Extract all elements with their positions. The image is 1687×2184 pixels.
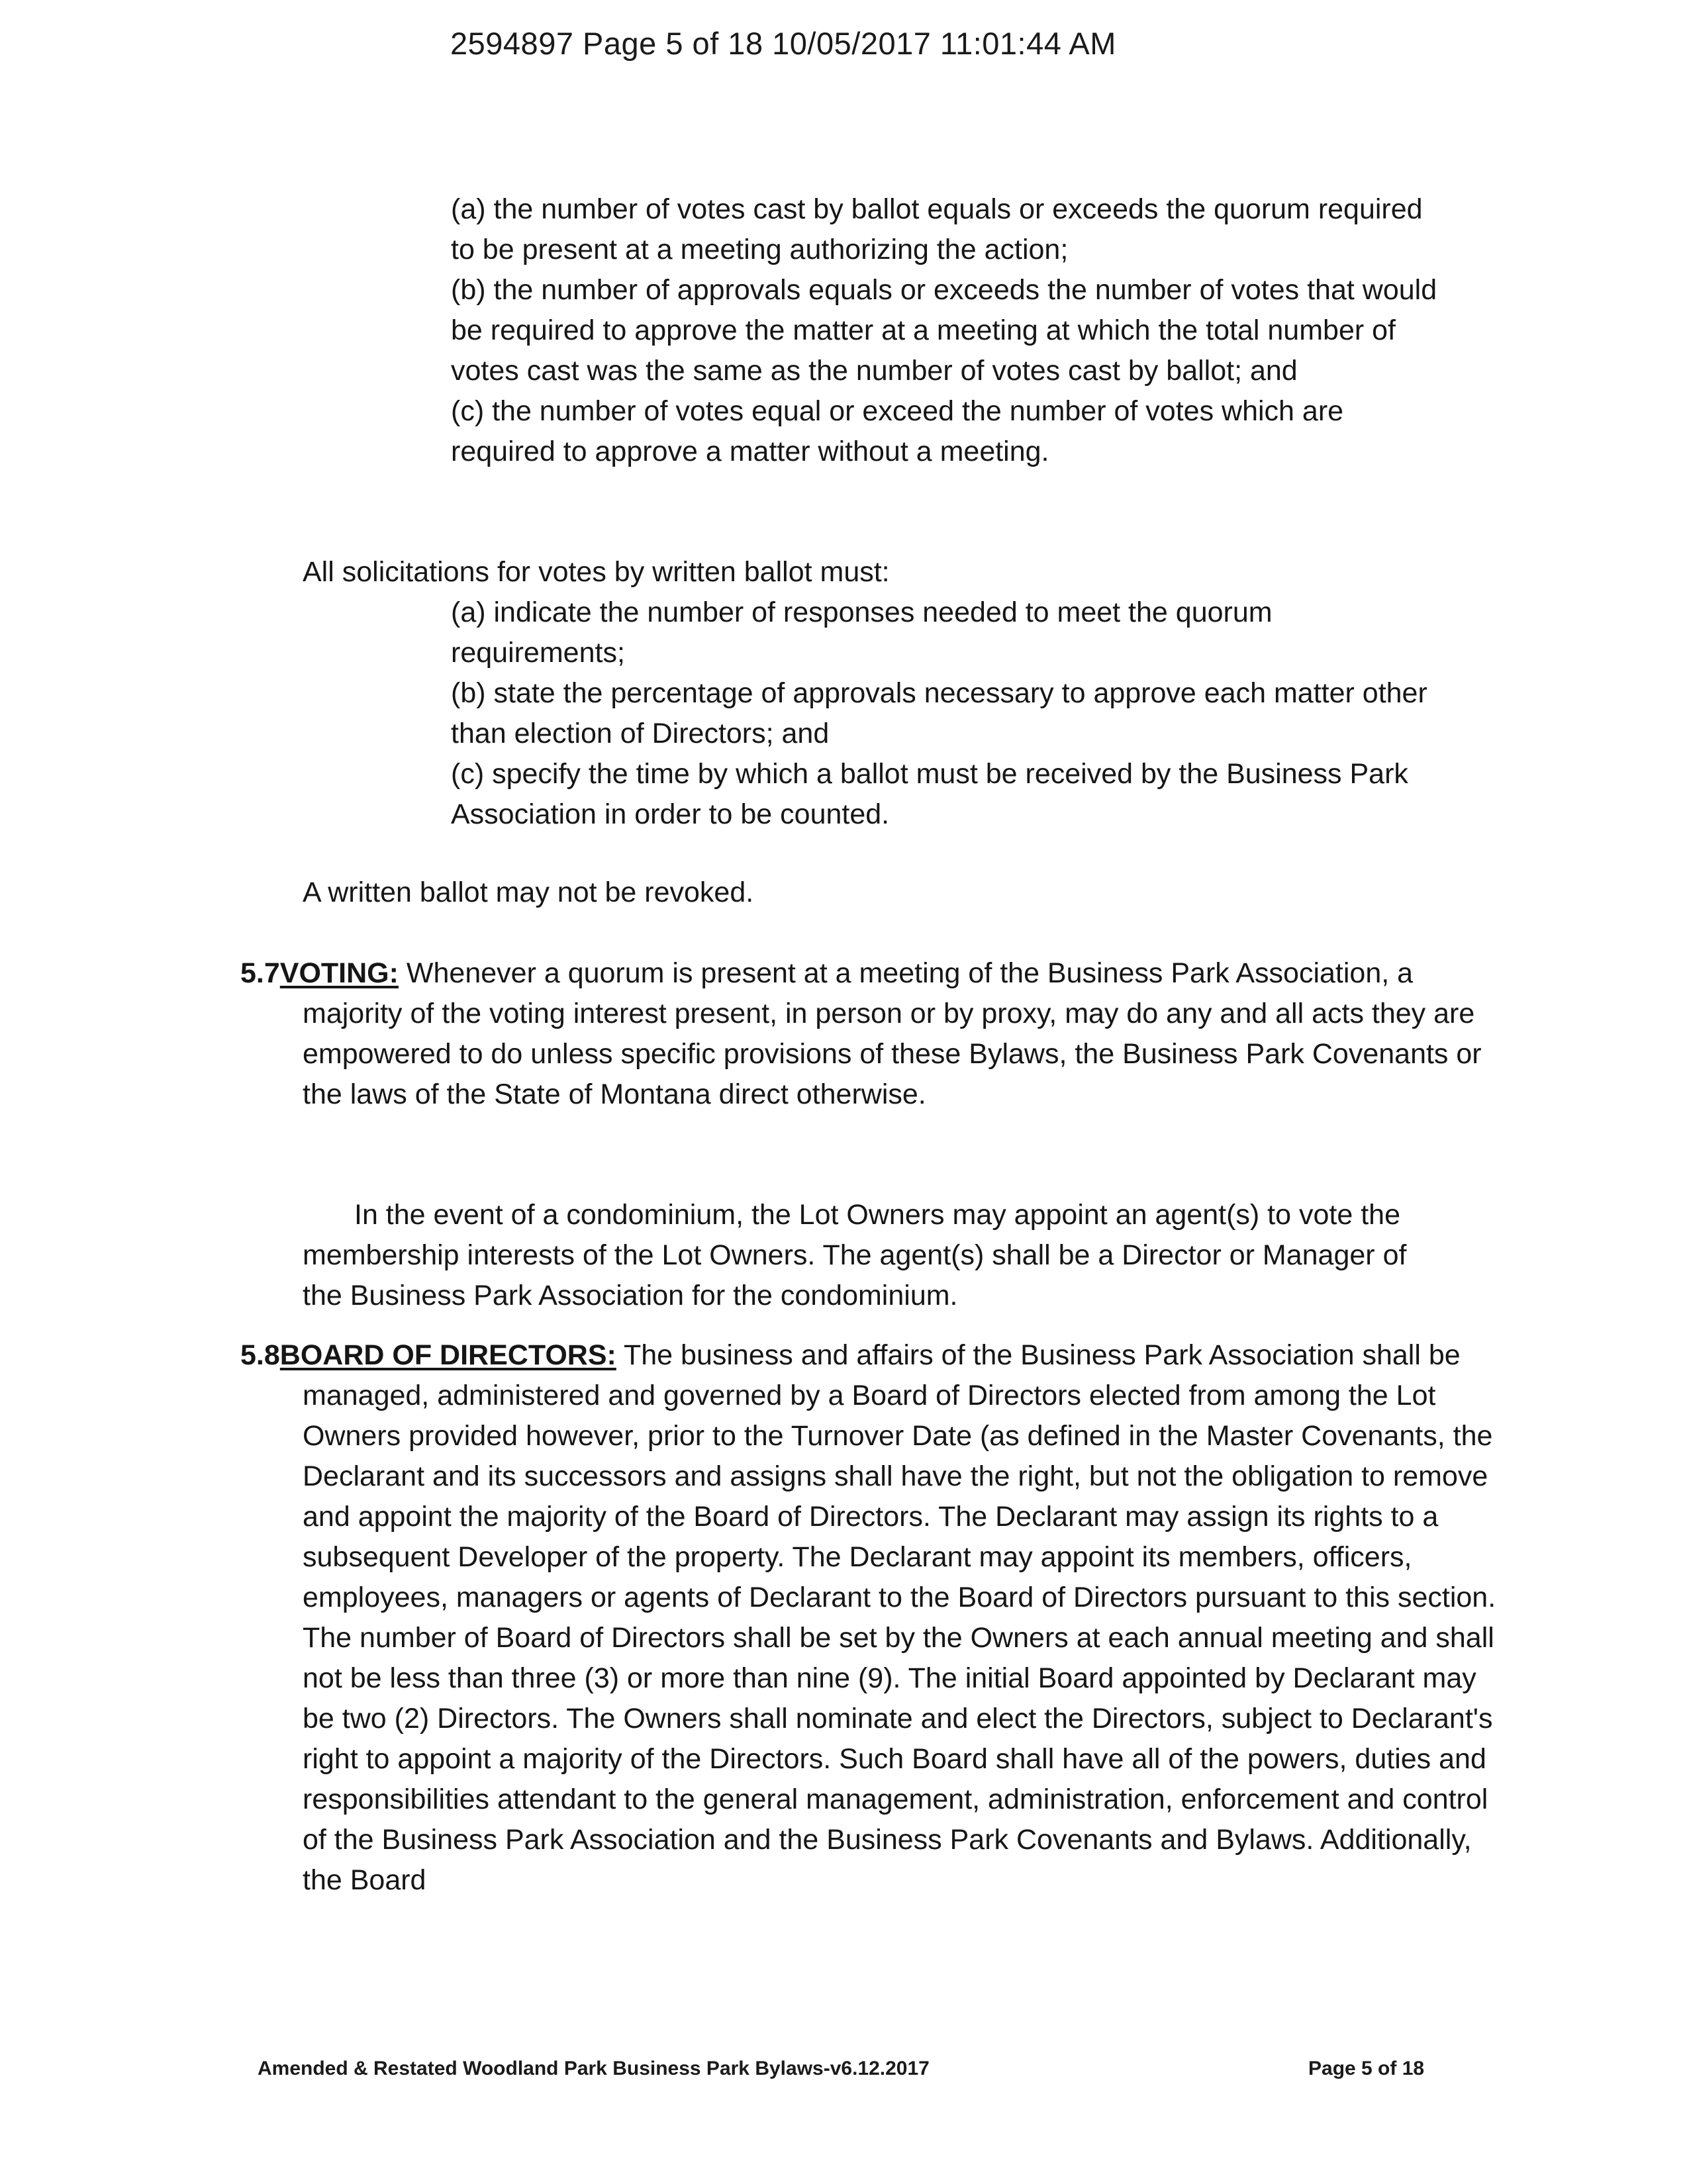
ballot-conditions-list (451, 189, 1444, 472)
section-number: 5.7 (240, 957, 280, 989)
section-body: Whenever a quorum is present at a meeting of the Business Park Association, a majority of the voting interest present, in person or by proxy, may do any and all acts they are empowered to do unless specific provisions of these Bylaws, the Business Park Covenants or the laws of the State of Montana direct otherwise. (303, 957, 1482, 1110)
solicitation-item-a: (a) indicate the number of responses needed to meet the quorum requirements; (451, 596, 1273, 669)
solicitation-item-c: (c) specify the time by which a ballot must be received by the Business Park Association in order to be counted. (451, 758, 1408, 830)
section-heading: BOARD OF DIRECTORS: (279, 1339, 616, 1371)
revocation-text: A written ballot may not be revoked. (303, 877, 754, 908)
solicitation-requirements-list (451, 593, 1444, 835)
condominium-paragraph (303, 1195, 1448, 1316)
revocation-statement (303, 873, 1494, 913)
solicitation-intro (303, 552, 1494, 593)
section-heading: VOTING: (279, 957, 399, 989)
recording-stamp: 2594897 Page 5 of 18 10/05/2017 11:01:44 AM (450, 26, 1116, 61)
solicitation-intro-text: All solicitations for votes by written ballot must: (303, 556, 890, 588)
ballot-condition-a: (a) the number of votes cast by ballot equals or exceeds the quorum required to be present at a meeting authorizing the action; (451, 193, 1423, 265)
ballot-condition-b: (b) the number of approvals equals or exceeds the number of votes that would be required to approve the matter at a meeting at which the total number of votes cast was the same as the number of votes cast by ballot; and (451, 274, 1437, 387)
footer-page-number: Page 5 of 18 (1308, 2058, 1425, 2079)
ballot-condition-c: (c) the number of votes equal or exceed the number of votes which are required to approve a matter without a meeting. (451, 395, 1344, 467)
section-number: 5.8 (240, 1339, 280, 1371)
section-5-8-board-of-directors (240, 1335, 1514, 1901)
section-body: The business and affairs of the Business Park Association shall be managed, administered and governed by a Board of Directors elected from among the Lot Owners provided however, prior to the Turnover Date (as defined in the Master Covenants, the Declarant and its successors and assigns shall have the right, but not the obligation to remove and appoint the majority of the Board of Directors. The Declarant may assign its rights to a subsequent Developer of the property. The Declarant may appoint its members, officers, employees, managers or agents of Declarant to the Board of Directors pursuant to this section. The number of Board of Directors shall be set by the Owners at each annual meeting and shall not be less than three (3) or more than nine (9). The initial Board appointed by Declarant may be two (2) Directors. The Owners shall nominate and elect the Directors, subject to Declarant's right to appoint a majority of the Directors. Such Board shall have all of the powers, duties and responsibilities attendant to the general management, administration, enforcement and control of the Business Park Association and the Business Park Covenants and Bylaws. Additionally, the Board (303, 1339, 1496, 1896)
solicitation-item-b: (b) state the percentage of approvals necessary to approve each matter other than election of Directors; and (451, 677, 1427, 749)
section-5-7-voting (240, 953, 1514, 1115)
condominium-text: In the event of a condominium, the Lot Owners may appoint an agent(s) to vote the membership interests of the Lot Owners. The agent(s) shall be a Director or Manager of the Business Park Association for the condominium. (303, 1199, 1407, 1311)
footer-document-title: Amended & Restated Woodland Park Business Park Bylaws-v6.12.2017 (258, 2058, 930, 2079)
